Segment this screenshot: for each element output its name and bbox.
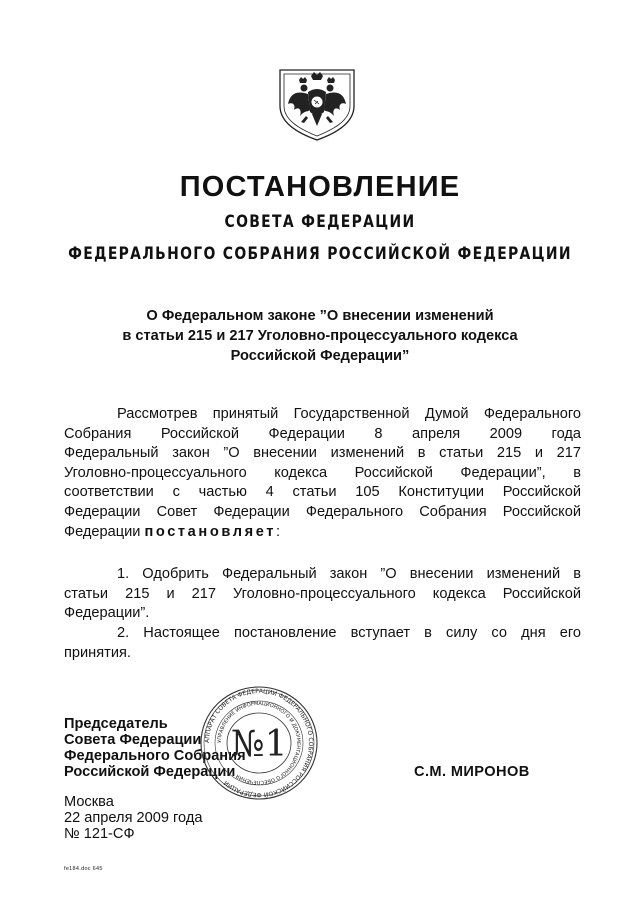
preamble-line: соответствии с частью 4 статьи 105 Конституции Российской xyxy=(64,484,581,501)
preamble-prefix: Федерации xyxy=(64,523,145,540)
paragraph-preamble xyxy=(64,405,581,542)
preamble-line: Рассмотрев принятый Государственной Думой Федерального xyxy=(117,406,581,422)
subject-line-2: в статьи 215 и 217 Уголовно-процессуального кодекса xyxy=(122,328,518,344)
preamble-last-line xyxy=(64,523,581,543)
preamble-line: Федеральный закон ”О внесении изменений в статьи 215 и 217 xyxy=(64,445,581,462)
place-date-number xyxy=(64,794,202,842)
city: Москва xyxy=(64,794,114,810)
russian-coat-of-arms-icon xyxy=(266,64,368,142)
issuer-line-1: СОВЕТА ФЕДЕРАЦИИ xyxy=(224,212,416,232)
preamble-line: Уголовно-процессуального кодекса Российской Федерации”, в xyxy=(64,464,581,481)
subject-heading xyxy=(0,306,640,366)
preamble-line: Федерации Совет Федерации Федерального Собрания Российской xyxy=(64,503,581,520)
item-2-line: принятия. xyxy=(64,644,131,661)
subject-line-1: О Федеральном законе ”О внесении изменений xyxy=(146,308,494,324)
seal-number: №1 xyxy=(230,724,288,765)
subject-line-3: Российской Федерации” xyxy=(230,348,410,364)
position-line-3: Федерального Собрания xyxy=(64,748,246,764)
seal-outer-ring-text: АППАРАТ СОВЕТА ФЕДЕРАЦИИ ФЕДЕРАЛЬНОГО СОБРАНИЯ РОССИЙСКОЙ ФЕДЕРАЦИИ xyxy=(203,687,315,799)
item-2-line: 2. Настоящее постановление вступает в силу со дня его xyxy=(117,625,581,641)
position-line-1: Председатель xyxy=(64,716,168,732)
paragraph-item-1 xyxy=(64,565,581,624)
seal-inner-ring-text: УПРАВЛЕНИЕ ИНФОРМАЦИОННОГО И ДОКУМЕНТАЦИОННОГО ОБЕСПЕЧЕНИЯ xyxy=(216,700,302,786)
item-1-line: Федерации”. xyxy=(64,605,150,622)
document-title: ПОСТАНОВЛЕНИЕ xyxy=(179,171,461,203)
resolution-number: № 121-СФ xyxy=(64,826,135,842)
official-seal-stamp xyxy=(190,684,328,802)
preamble-colon: : xyxy=(275,523,281,540)
preamble-line: Собрания Российской Федерации 8 апреля 2009 года xyxy=(64,425,581,442)
resolves-verb: постановляет xyxy=(144,523,276,540)
issuer-line-2: ФЕДЕРАЛЬНОГО СОБРАНИЯ РОССИЙСКОЙ ФЕДЕРАЦИИ xyxy=(68,244,572,264)
position-line-4: Российской Федерации xyxy=(64,764,236,780)
file-code: fe184.doc 645 xyxy=(64,866,103,872)
item-1-line: 1. Одобрить Федеральный закон ”О внесении изменений в xyxy=(117,566,581,582)
paragraph-item-2 xyxy=(64,624,581,663)
resolution-date: 22 апреля 2009 года xyxy=(64,810,203,826)
position-line-2: Совета Федерации xyxy=(64,732,202,748)
item-1-line: статьи 215 и 217 Уголовно-процессуального кодекса Российской xyxy=(64,585,581,602)
signatory-name: С.М. МИРОНОВ xyxy=(414,764,530,780)
